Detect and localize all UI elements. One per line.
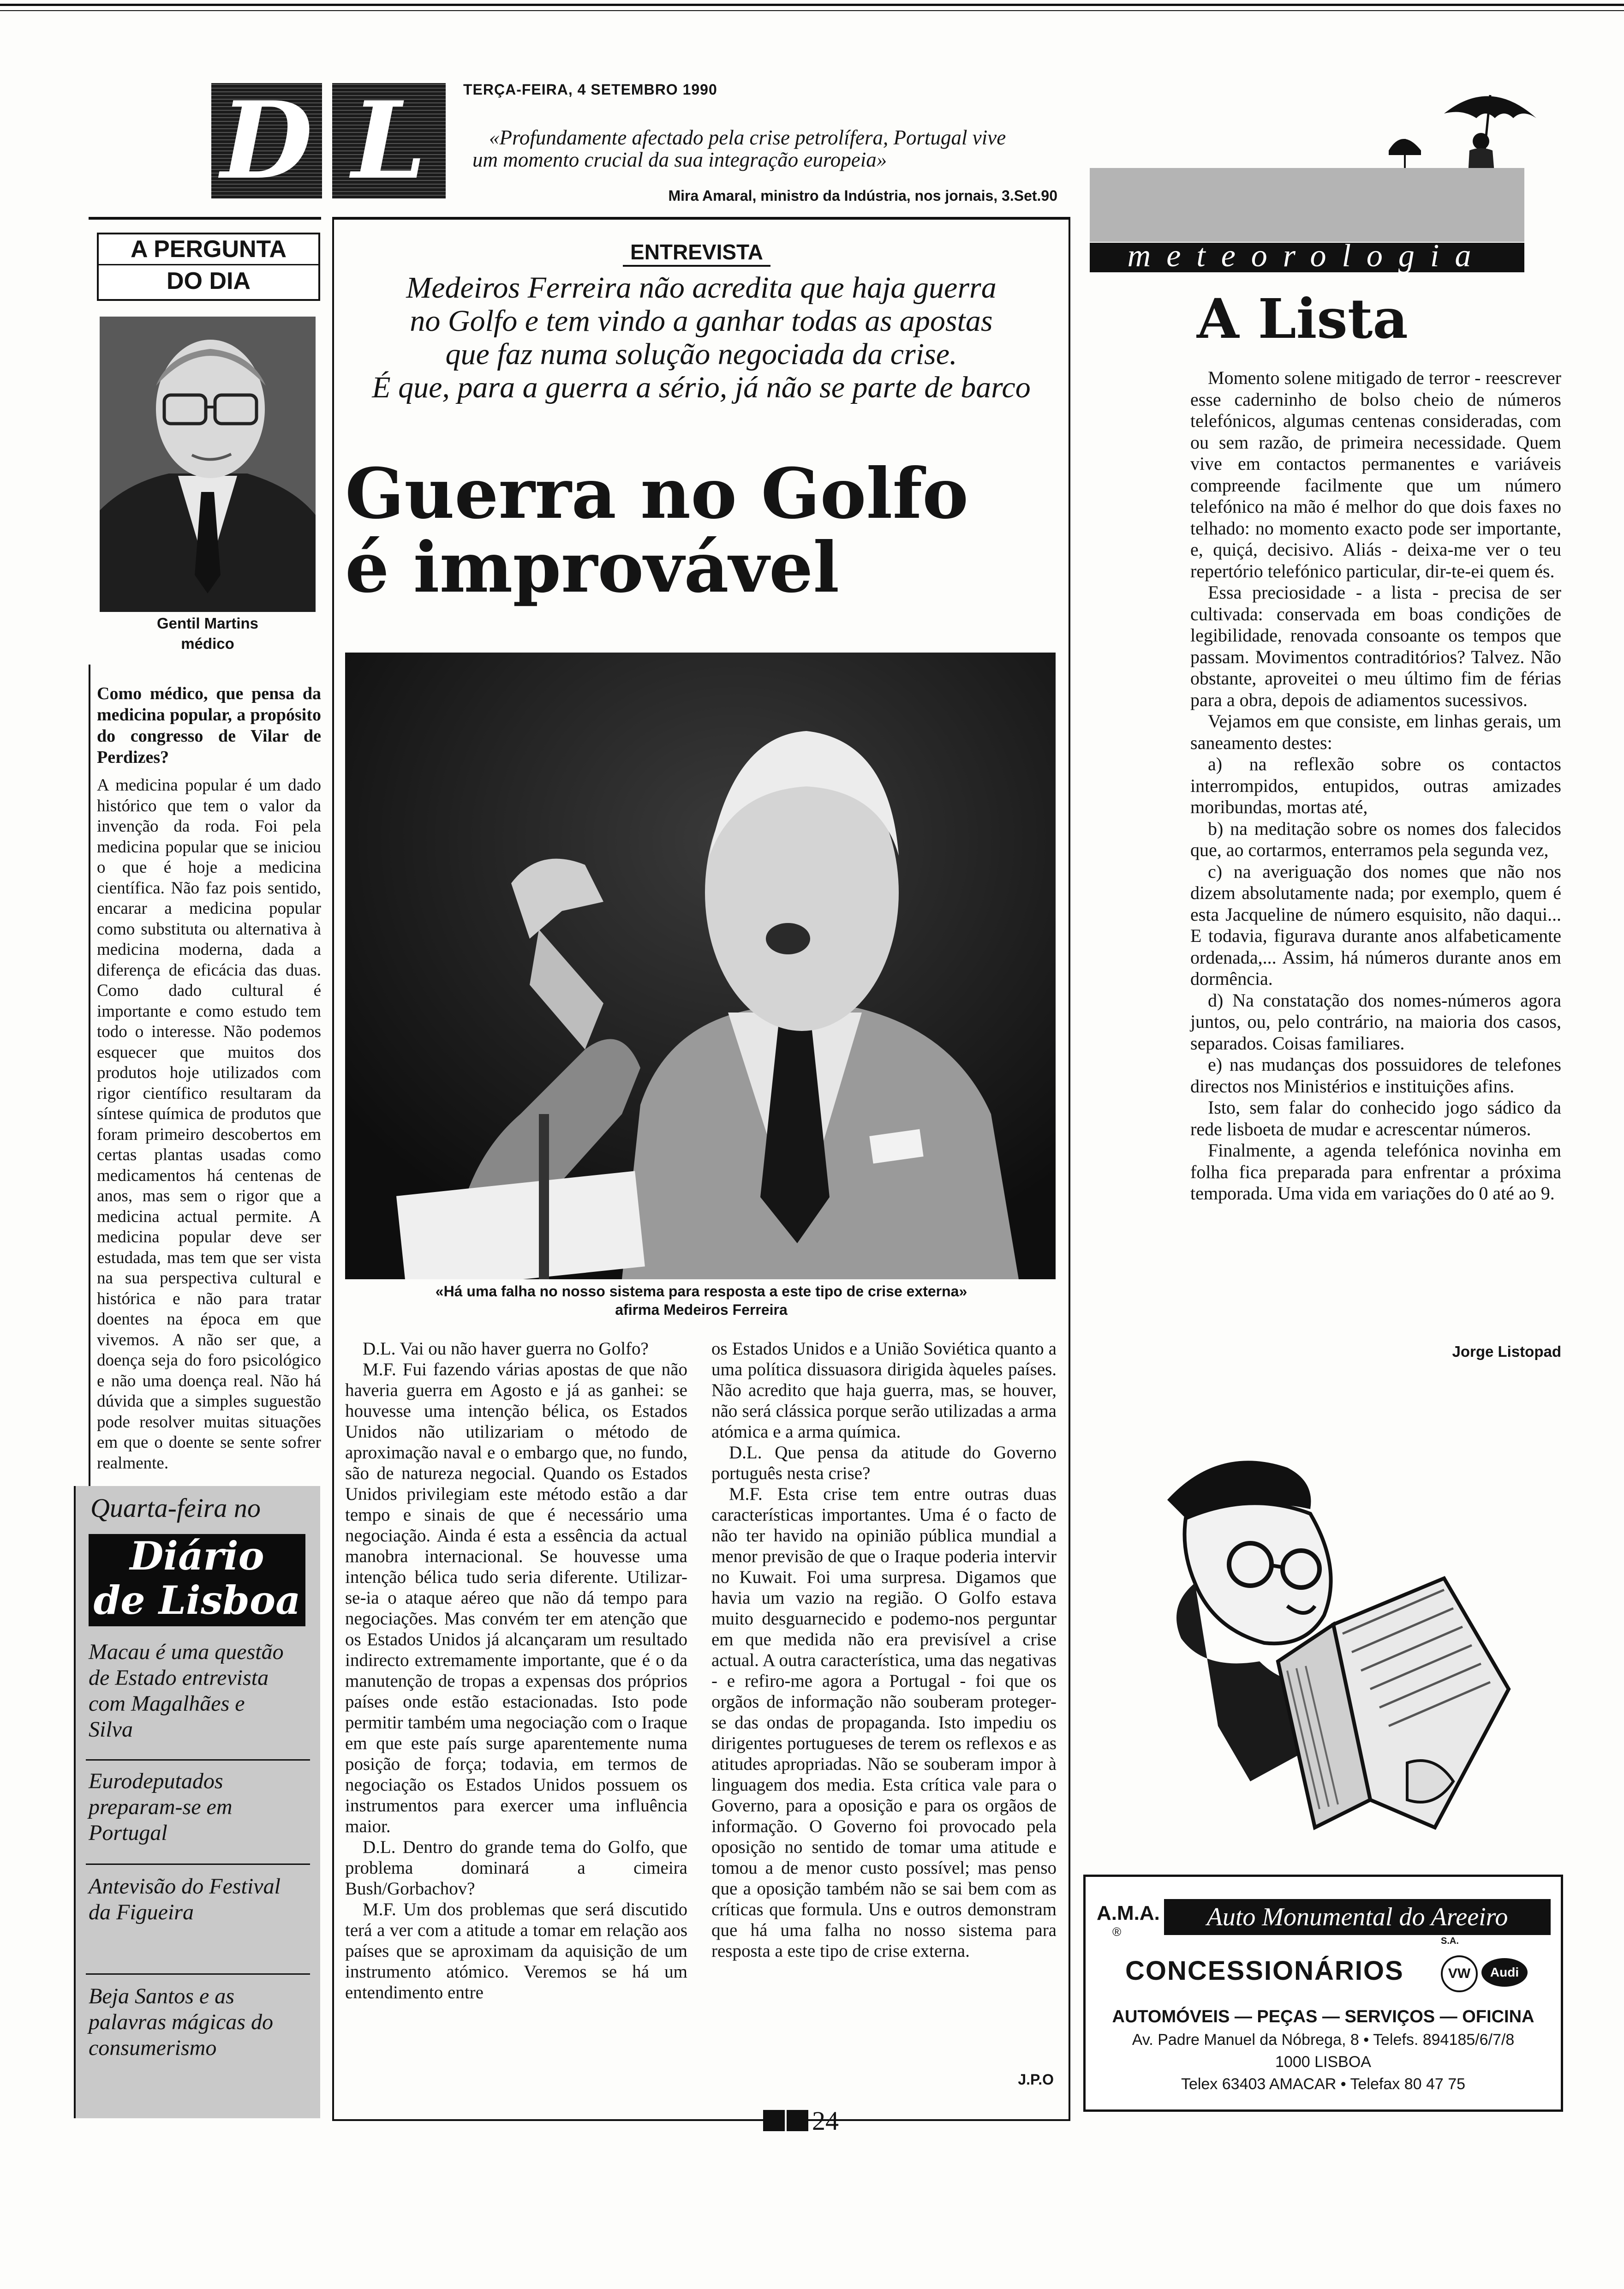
ad-contacts: Telex 63403 AMACAR • Telefax 80 47 75 — [1181, 2075, 1466, 2093]
headline-line2: é improvável — [345, 527, 840, 608]
center-right-rule — [1069, 220, 1070, 2121]
article-top-rule — [332, 217, 1070, 220]
pergunta-answer: A medicina popular é um dado histórico que tem o valor da invenção da roda. Foi pela medicina popular que se iniciou o que é hoje a medicina científica. Não faz pois sentido, encarar a medicina popular como substituta ou alternativa à medicina moderna, dada a diferença de eficácia das duas. Como dado cultural é importante e como estudo tem todo o interesse. Não podemos esquecer que muitos dos produtos hoje utilizados com rigor científico resultaram da síntese química de produtos que foram primeiro descobertos em certas plantas usadas como medicamentos há centenas de anos, mas sem o rigor que a medicina actual permite. A medicina popular deve ser estudada, mas tem que ser vista na sua perspectiva cultural e histórica e não para tratar doentes na época em que vivemos. A não ser que, a doença seja do foro psicológico e não uma doença real. Não há dúvida que a simples suguestão pode resolver muitas situações em que o doente se sente sofrer realmente. — [97, 776, 321, 1473]
ad-script-name: Auto Monumental do Areeiro — [1206, 1903, 1508, 1931]
deck-line: É que, para a guerra a sério, já não se parte de barco — [372, 371, 1031, 404]
center-left-rule — [332, 220, 334, 2121]
interview-paragraph: D.L. Que pensa da atitude do Governo português nesta crise? — [711, 1443, 1057, 1483]
meteorologia-paragraph: a) na reflexão sobre os contactos interrompidos, entupidos, outras amizades moribundas, mortas até, — [1190, 754, 1561, 817]
promo-item[interactable]: Eurodeputados preparam-se em Portugal — [89, 1769, 233, 1845]
top-rule — [0, 4, 1624, 6]
vw-logo-text: VW — [1448, 1966, 1471, 1981]
deck-line: que faz numa solução negociada da crise. — [445, 337, 957, 371]
meteorologia-paragraph: e) nas mudanças dos possuidores de telefones directos nos Ministérios e instituições afins. — [1190, 1054, 1561, 1097]
reader-illustration — [1112, 1431, 1536, 1837]
promo-box — [74, 1486, 320, 2118]
banner-title: meteorologia — [1127, 238, 1487, 274]
masthead-logo — [211, 83, 446, 198]
header-quote-line2: um momento crucial da sua integração europeia» — [472, 148, 887, 171]
header-quote-line1: «Profundamente afectado pela crise petrolífera, Portugal vive — [489, 126, 1006, 149]
pergunta-top-rule — [89, 217, 321, 220]
issue-date: TERÇA-FEIRA, 4 SETEMBRO 1990 — [463, 81, 717, 98]
promo-divider — [86, 1973, 310, 1975]
ad-brand: A.M.A. — [1097, 1902, 1160, 1924]
gentil-martins-photo — [100, 317, 316, 612]
pergunta-box — [97, 233, 320, 301]
headline — [345, 453, 1065, 608]
interview-signature: J.P.O — [1018, 2071, 1054, 2088]
deck — [341, 271, 1061, 404]
ad-services: AUTOMÓVEIS — PEÇAS — SERVIÇOS — OFICINA — [1112, 2007, 1534, 2026]
audi-logo-text: Audi — [1490, 1965, 1519, 1979]
ad-headline: CONCESSIONÁRIOS — [1125, 1956, 1404, 1986]
vw-logo — [1441, 1955, 1478, 1992]
ad-address: Av. Padre Manuel da Nóbrega, 8 • Telefs. 894185/6/7/8 — [1132, 2031, 1515, 2049]
masthead-line1: Diário — [130, 1533, 264, 1579]
masthead-line2: de Lisboa — [93, 1577, 301, 1623]
medeiros-ferreira-photo — [345, 653, 1056, 1279]
promo-item[interactable]: Macau é uma questão de Estado entrevista com Magalhães e Silva — [89, 1640, 284, 1742]
meteorologia-author: Jorge Listopad — [1452, 1343, 1561, 1360]
ad-sa: S.A. — [1441, 1936, 1459, 1946]
pergunta-question: Como médico, que pensa da medicina popular, a propósito do congresso de Vilar de Perdizes? — [97, 684, 321, 767]
top-rule-thin — [0, 10, 1624, 11]
meteorologia-paragraph: Isto, sem falar do conhecido jogo sádico da rede lisboeta de mudar e acrescentar números. — [1190, 1097, 1561, 1139]
pergunta-title-line2: DO DIA — [167, 268, 251, 294]
interview-paragraph: M.F. Fui fazendo várias apostas de que não haveria guerra em Agosto e já as ganhei: se houvesse uma intenção bélica, os Estados Unidos não utilizariam o método de aproximação naval e o embargo que, no fundo, são de natureza negocial. Quando os Estados Unidos privilegiam este método estão a dar tempo e sinais de que é necessário uma negociação. Ainda é esta a essência da actual manobra internacional. Se houvesse uma intenção bélica tudo seria diferente. Utilizar-se-ia o ataque aéreo que não dá tempo para negociações. Mas convém ter em atenção que os Estados Unidos já alcançaram um resultado indirecto extremamente importante, que é o da manutenção de tropas a expensas dos próprios países onde estão estacionadas. Isto pode permitir também uma negociação com o Iraque em que este país surge aparentemente numa posição de força; todavia, em termos de negociação os Estados Unidos possuem os instrumentos para exercer uma influência maior. — [345, 1360, 687, 1836]
promo-divider — [86, 1759, 310, 1761]
photo-role: médico — [181, 635, 234, 652]
interview-paragraph: os Estados Unidos e a União Soviética quanto a uma política dissuasora dirigida àqueles países. Não acredito que haja guerra, mas, se houver, não será clássica porque serão utilizadas a arma atómica e a arma química. — [711, 1339, 1057, 1442]
ad-registered: ® — [1112, 1925, 1122, 1939]
photo-caption-line2: afirma Medeiros Ferreira — [615, 1301, 788, 1318]
promo-masthead — [89, 1534, 305, 1626]
section-label: ENTREVISTA — [623, 239, 770, 267]
interview-paragraph: D.L. Vai ou não haver guerra no Golfo? — [363, 1339, 649, 1359]
photo-caption-line1: «Há uma falha no nosso sistema para resposta a este tipo de crise externa» — [435, 1283, 967, 1300]
article-title: A Lista — [1197, 287, 1408, 351]
logo-letter-l: L — [352, 83, 426, 198]
meteorologia-paragraph: d) Na constatação dos nomes-números agora juntos, ou, pelo contrário, na maioria dos casos, separados. Coisas familiares. — [1190, 989, 1561, 1054]
page-number: 24 — [812, 2106, 839, 2136]
deck-line: no Golfo e tem vindo a ganhar todas as apostas — [410, 304, 993, 338]
center-bottom-rule — [332, 2119, 1070, 2121]
meteorologia-paragraph: Essa preciosidade - a lista - precisa de ser cultivada: conservada em boas condições de legibilidade, renovada consoante os tempos que passam. Movimentos contraditórios? Talvez. Não obstante, aproveitei o meu último fim de férias para a obra, depois de adiamentos sucessivos. — [1190, 582, 1561, 710]
meteorologia-paragraph: c) na averiguação dos nomes que não nos dizem absolutamente nada; por exemplo, quem é esta Jacqueline de número esquisito, não daqui... E todavia, figurava durante anos alfabeticamente ordenada,... Assim, há números durante anos em dormência. — [1190, 861, 1561, 989]
meteorologia-paragraph: Momento solene mitigado de terror - reescrever esse caderninho de bolso cheio de números telefónicos, algumas centenas consideradas, com ou sem razão, de primeira necessidade. Quem vive em contactos permanentes e variáveis compreende facilmente que um número telefónico na mão é melhor do que dois faxes no telhado: no momento exacto pode ser importante, e, quiçá, decisivo. Aliás - deixa-me ver o teu repertório telefónico particular, dir-te-ei quem és. — [1190, 367, 1561, 581]
promo-heading: Quarta-feira no — [90, 1493, 261, 1523]
meteorologia-paragraph: b) na meditação sobre os nomes dos falecidos que, ao cortarmos, enterramos pela segunda vez, — [1190, 818, 1561, 860]
headline-line1: Guerra no Golfo — [345, 453, 969, 534]
logo-letter-d: D — [221, 83, 313, 198]
meteorologia-body — [1190, 367, 1561, 1204]
interview-col2 — [711, 1338, 1057, 1961]
interview-paragraph: D.L. Dentro do grande tema do Golfo, que problema dominará a cimeira Bush/Gorbachov? — [345, 1837, 687, 1899]
meteorologia-paragraph: Vejamos em que consiste, em linhas gerais, um saneamento destes: — [1190, 711, 1561, 753]
interview-paragraph: M.F. Um dos problemas que será discutido terá a ver com a atitude a tomar em relação aos países que se aproximam da aquisição de um instrumento atómico. Veremos se há um entendimento entre — [345, 1900, 687, 2002]
footer-logo — [763, 2110, 808, 2131]
promo-item[interactable]: Antevisão do Festival da Figueira — [89, 1874, 281, 1924]
promo-divider — [86, 1864, 310, 1865]
interview-paragraph: M.F. Esta crise tem entre outras duas características importantes. Uma é o facto de não ter havido na opinião pública mundial a menor previsão de que o Iraque poderia intervir no Kuwait. Foi uma surpresa. Digamos que havia um vazio na região. O Golfo estava muito desguarnecido e podemo-nos perguntar em que medida não era previsível a crise actual. A outra característica, uma das negativas - e refiro-me agora a Portugal - foi que os orgãos de informação não souberam proteger-se das ondas de propaganda. Isto impediu os dirigentes portugueses de terem os reflexos e as atitudes apropriadas. Não se souberam impor à linguagem dos media. Esta crítica vale para o Governo, para a oposição e para os orgãos de informação. O Governo foi provocado pela oposição no sentido de tomar uma atitude e tomou a de menor custo possível; mas penso que a oposição também não se sai bem com as críticas que formula. Uns e outros demonstram que há uma falha no nosso sistema para resposta a este tipo de crise externa. — [711, 1484, 1057, 1961]
pergunta-side-rule — [89, 665, 90, 1486]
pergunta-title-line1: A PERGUNTA — [99, 234, 318, 265]
photo-name: Gentil Martins — [156, 615, 259, 632]
deck-line: Medeiros Ferreira não acredita que haja guerra — [406, 271, 997, 305]
ad-city: 1000 LISBOA — [1275, 2053, 1371, 2071]
ad-box — [1083, 1875, 1563, 2112]
meteorologia-paragraph: Finalmente, a agenda telefónica novinha em folha fica preparada para enfrentar a próxima temporada. Uma vida em variações do 0 até ao 9. — [1190, 1140, 1561, 1204]
promo-item[interactable]: Beja Santos e as palavras mágicas do consumerismo — [89, 1984, 273, 2060]
audi-logo — [1481, 1958, 1528, 1987]
interview-col1 — [345, 1338, 687, 2003]
header-quote-attribution: Mira Amaral, ministro da Indústria, nos jornais, 3.Set.90 — [668, 187, 1057, 204]
